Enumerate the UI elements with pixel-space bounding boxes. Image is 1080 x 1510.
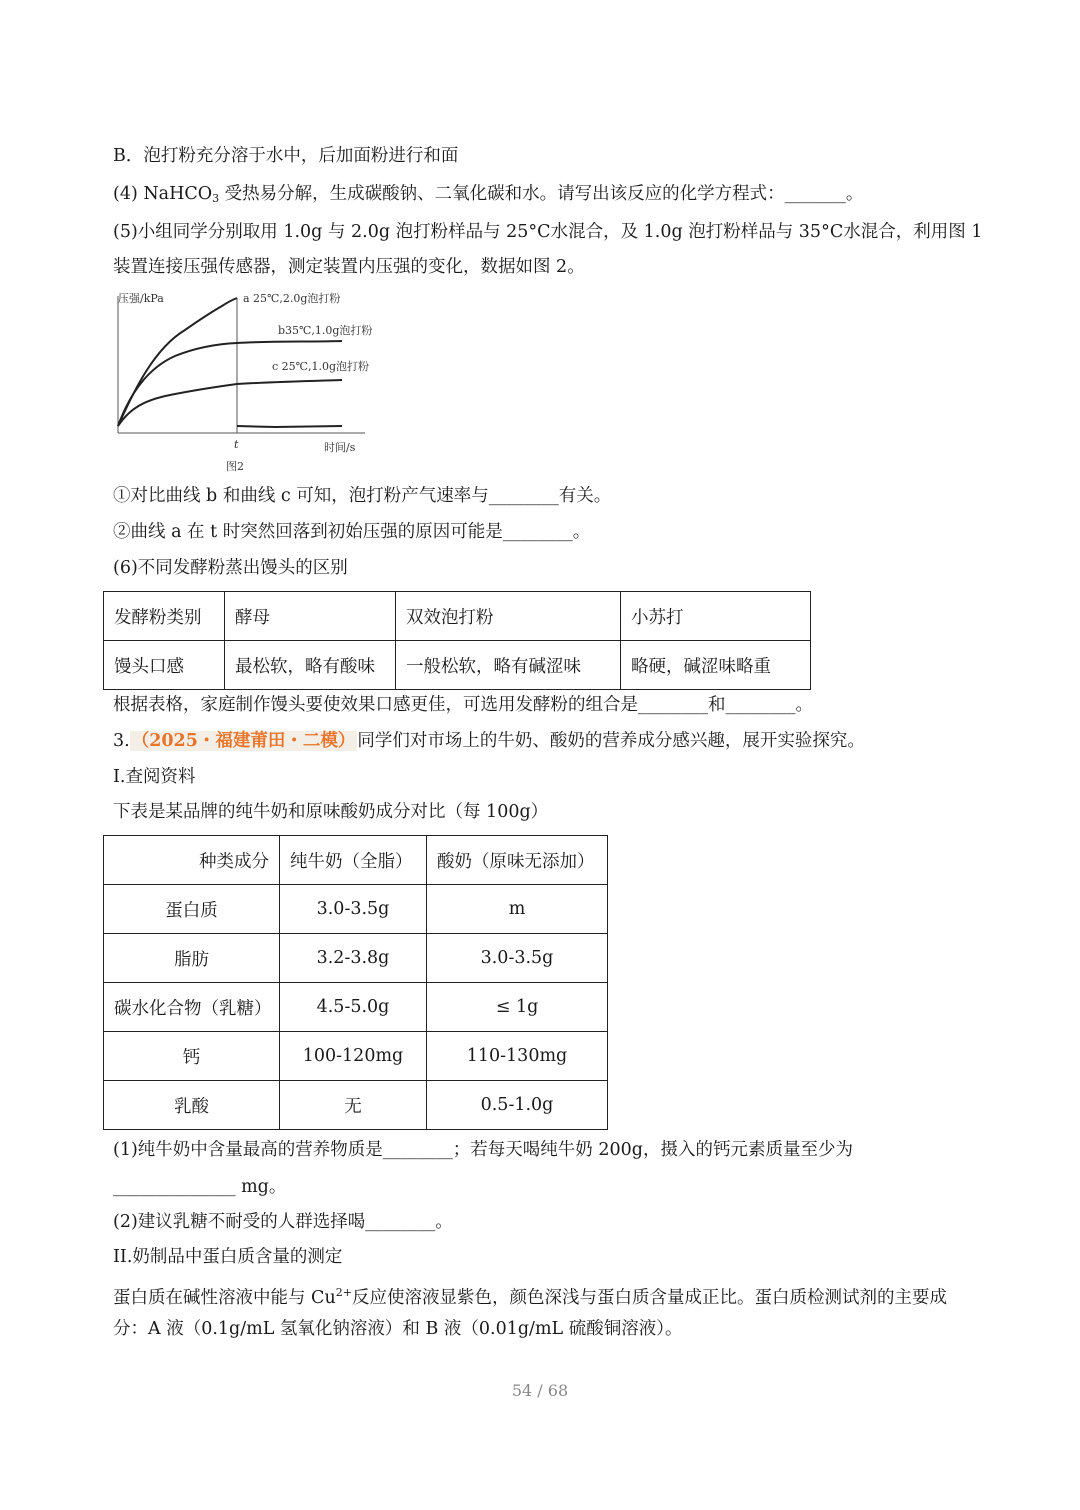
table-cell: 一般松软，略有碱涩味 [396,641,621,690]
table-cell: 碳水化合物（乳糖） [104,983,280,1032]
header-cell: 种类成分 [104,836,280,885]
table-cell: 4.5-5.0g [280,983,427,1032]
legend-b: b35℃,1.0g泡打粉 [278,324,373,337]
table-cell: 110-130mg [427,1032,608,1081]
table-cell: 酵母 [225,592,396,641]
question-2: (2)建议乳糖不耐受的人群选择喝________。 [113,1212,453,1232]
paragraph-line2: 分：A 液（0.1g/mL 氢氧化钠溶液）和 B 液（0.01g/mL 硫酸铜溶液）。 [113,1319,683,1339]
header-cell: 纯牛奶（全脂） [280,836,427,885]
milk-comparison-table [103,835,608,1130]
table-cell: m [427,885,608,934]
legend-c: c 25℃,1.0g泡打粉 [272,360,369,373]
ion-charge: 2+ [335,1286,352,1299]
para-text: 蛋白质在碱性溶液中能与 Cu [113,1288,336,1308]
table-cell: 无 [280,1081,427,1130]
question-6-answer: 根据表格，家庭制作馒头要使效果口感更佳，可选用发酵粉的组合是________和________。 [113,695,813,715]
question-5-line2: 装置连接压强传感器，测定装置内压强的变化，数据如图 2。 [113,257,585,277]
table-row [104,641,811,690]
table-cell: 100-120mg [280,1032,427,1081]
question-5-sub1: ①对比曲线 b 和曲线 c 可知，泡打粉产气速率与________有关。 [113,486,612,506]
table-row [104,592,811,641]
option-b: B．泡打粉充分溶于水中，后加面粉进行和面 [113,146,459,166]
curve-c [118,380,342,426]
table-cell: 最松软，略有酸味 [225,641,396,690]
question-1: (1)纯牛奶中含量最高的营养物质是________；若每天喝纯牛奶 200g，摄入的钙元素质量至少为 [113,1140,853,1160]
para-text-cont: 反应使溶液显紫色，颜色深浅与蛋白质含量成正比。蛋白质检测试剂的主要成 [351,1288,947,1308]
table-cell: ≤ 1g [427,983,608,1032]
q4-text: 受热易分解，生成碳酸钠、二氧化碳和水。请写出该反应的化学方程式：_______。 [219,184,864,204]
table-cell: 钙 [104,1032,280,1081]
y-axis-label: 压强/kPa [118,292,164,305]
table-cell: 蛋白质 [104,885,280,934]
page-number: 54 / 68 [511,1381,569,1400]
table-cell: 发酵粉类别 [104,592,225,641]
question-4 [113,182,863,211]
question-5-line1: (5)小组同学分别取用 1.0g 与 2.0g 泡打粉样品与 25°C水混合，及 1.0g 泡打粉样品与 35°C水混合，利用图 1 [113,222,983,242]
x-axis-label: 时间/s [324,441,356,454]
leavening-table [103,591,811,690]
section-2-title: II.奶制品中蛋白质含量的测定 [113,1247,343,1267]
paragraph-line1 [113,1281,947,1310]
table-cell: 脂肪 [104,934,280,983]
question-3-text: 同学们对市场上的牛奶、酸奶的营养成分感兴趣，展开实验探究。 [357,731,865,751]
table-cell: 3.2-3.8g [280,934,427,983]
q4-formula-subscript: 3 [212,192,220,205]
table-row [104,1081,608,1130]
source-tag: （2025・福建莆田・二模） [131,731,356,751]
curve-b [118,341,342,426]
table-row [104,983,608,1032]
table-intro: 下表是某品牌的纯牛奶和原味酸奶成分对比（每 100g） [113,802,549,822]
table-header-row [104,836,608,885]
legend-a: a 25℃,2.0g泡打粉 [243,292,341,305]
section-1-title: I.查阅资料 [113,767,196,787]
table-cell: 馒头口感 [104,641,225,690]
table-row [104,1032,608,1081]
table-cell: 小苏打 [621,592,811,641]
question-6: (6)不同发酵粉蒸出馒头的区别 [113,558,348,578]
table-cell: 双效泡打粉 [396,592,621,641]
q4-formula: (4) NaHCO [113,184,213,204]
pressure-chart [110,288,385,478]
table-cell: 0.5-1.0g [427,1081,608,1130]
table-cell: 略硬，碱涩味略重 [621,641,811,690]
table-cell: 3.0-3.5g [427,934,608,983]
chart-caption: 图2 [226,460,244,473]
question-1-cont: ______________ mg。 [113,1177,287,1197]
table-cell: 乳酸 [104,1081,280,1130]
table-cell: 3.0-3.5g [280,885,427,934]
header-cell: 酸奶（原味无添加） [427,836,608,885]
curve-a-after-t [237,426,342,427]
question-3-heading [113,729,865,753]
table-row [104,934,608,983]
question-5-sub2: ②曲线 a 在 t 时突然回落到初始压强的原因可能是________。 [113,522,591,542]
table-row [104,885,608,934]
x-tick-t: t [234,438,239,451]
question-number: 3. [113,731,130,751]
